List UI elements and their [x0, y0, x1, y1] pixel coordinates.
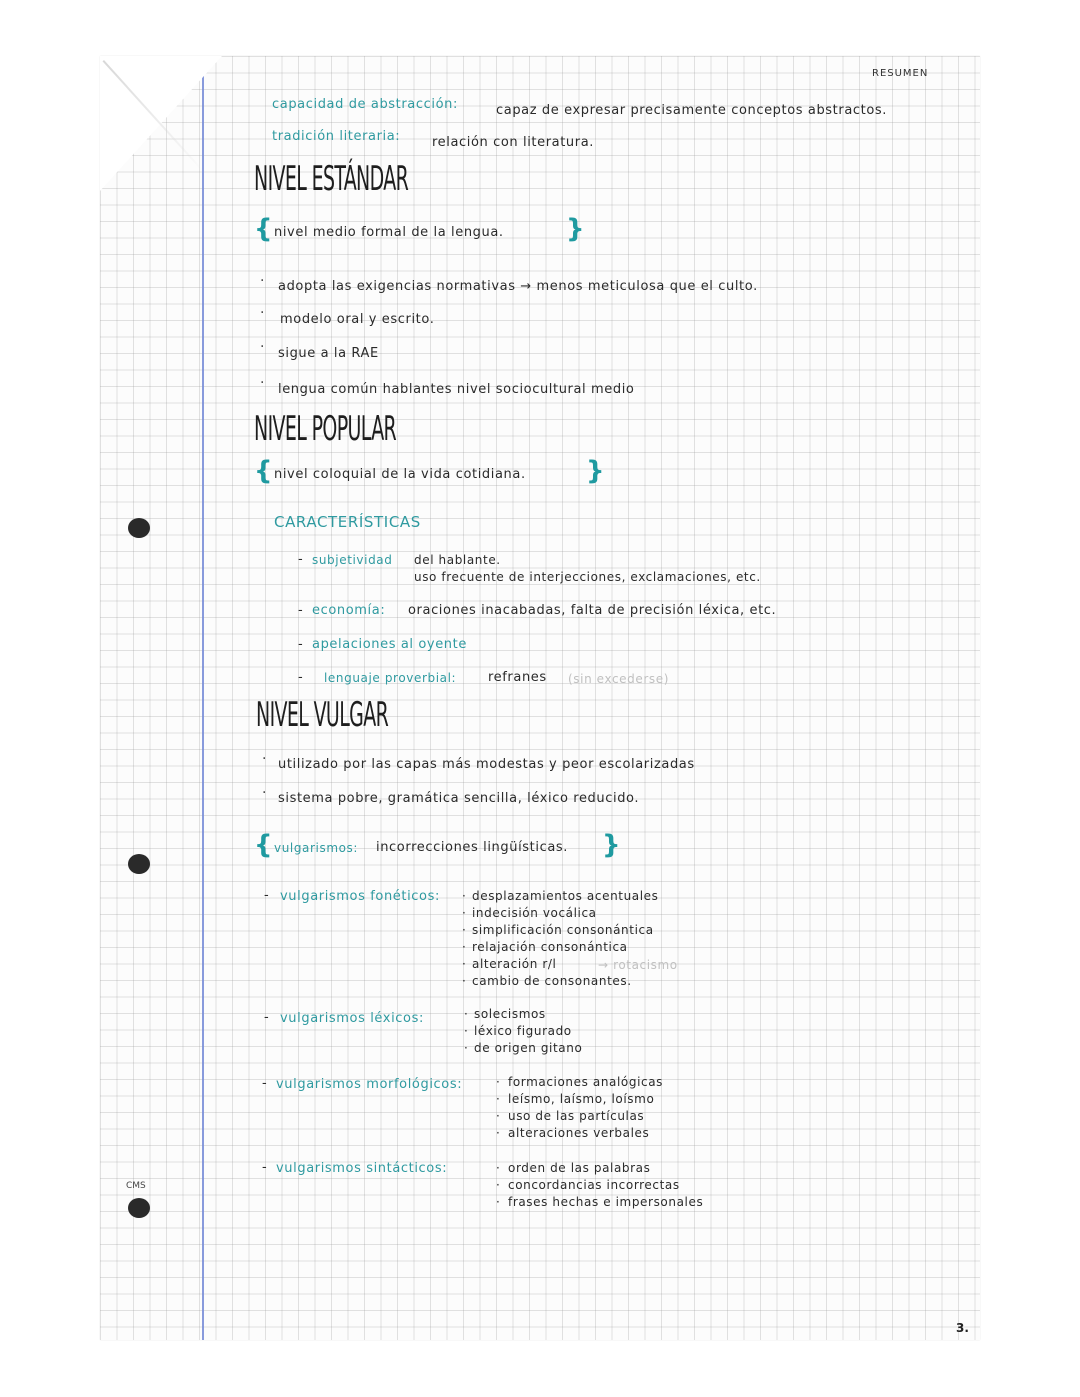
- dash: -: [298, 552, 304, 567]
- estandar-bullet: modelo oral y escrito.: [280, 312, 435, 327]
- popular-item-line: oraciones inacabadas, falta de precisión léxica, etc.: [408, 603, 777, 618]
- bullet: ·: [462, 940, 467, 954]
- dash: -: [262, 1076, 268, 1091]
- bullet: ·: [496, 1178, 501, 1192]
- vulgar-group-term: vulgarismos sintácticos:: [276, 1161, 448, 1176]
- bullet: ·: [462, 923, 467, 937]
- vulgar-group-item: orden de las palabras: [508, 1161, 651, 1175]
- open-brace: {: [254, 214, 273, 244]
- vulgar-definition: incorrecciones lingüísticas.: [376, 840, 568, 855]
- cms-mark: CMS: [126, 1181, 146, 1191]
- bullet: ·: [462, 957, 467, 971]
- vulgar-group-item: frases hechas e impersonales: [508, 1195, 704, 1209]
- punch-hole: [128, 518, 150, 538]
- dash: -: [264, 1010, 270, 1025]
- section-title-popular: NIVEL POPULAR: [254, 409, 397, 449]
- bullet: ·: [462, 906, 467, 920]
- vulgar-group-note: → rotacismo: [598, 958, 678, 972]
- resumen-tag: RESUMEN: [872, 68, 929, 79]
- bullet: ·: [262, 751, 267, 767]
- bullet: ·: [462, 889, 467, 903]
- estandar-definition: nivel medio formal de la lengua.: [274, 225, 504, 240]
- section-title-estandar: NIVEL ESTÁNDAR: [254, 159, 409, 199]
- intro-text: capaz de expresar precisamente conceptos abstractos.: [496, 103, 887, 118]
- vulgar-group-item: alteración r/l: [472, 957, 557, 971]
- bullet: ·: [260, 339, 265, 355]
- dash: -: [298, 670, 304, 685]
- bullet: ·: [496, 1092, 501, 1106]
- popular-item-term: economía:: [312, 603, 386, 618]
- popular-item-note: (sin excederse): [568, 672, 669, 686]
- popular-subtitle: CARACTERÍSTICAS: [274, 513, 421, 531]
- bullet: ·: [464, 1041, 469, 1055]
- vulgar-bullet: sistema pobre, gramática sencilla, léxico reducido.: [278, 791, 640, 806]
- popular-item-line: uso frecuente de interjecciones, exclamaciones, etc.: [414, 570, 761, 584]
- intro-text: relación con literatura.: [432, 135, 595, 150]
- estandar-bullet: lengua común hablantes nivel sociocultural medio: [278, 382, 635, 397]
- bullet: ·: [496, 1075, 501, 1089]
- dash: -: [262, 1160, 268, 1175]
- popular-item-term: apelaciones al oyente: [312, 637, 467, 652]
- open-brace: {: [254, 830, 273, 860]
- close-brace: }: [602, 830, 621, 860]
- vulgar-group-term: vulgarismos morfológicos:: [276, 1077, 463, 1092]
- punch-hole: [128, 854, 150, 874]
- popular-item-term: subjetividad: [312, 553, 393, 567]
- estandar-bullet: sigue a la RAE: [278, 346, 379, 361]
- vulgar-group-item: leísmo, laísmo, loísmo: [508, 1092, 655, 1106]
- margin-line: [202, 56, 204, 1340]
- bullet: ·: [496, 1161, 501, 1175]
- page-number: 3.: [956, 1321, 969, 1335]
- punch-hole: [128, 1198, 150, 1218]
- vulgar-group-term: vulgarismos fonéticos:: [280, 889, 440, 904]
- bullet: ·: [496, 1109, 501, 1123]
- vulgar-group-item: simplificación consonántica: [472, 923, 654, 937]
- dash: -: [298, 637, 304, 652]
- bullet: ·: [496, 1195, 501, 1209]
- vulgar-group-item: formaciones analógicas: [508, 1075, 664, 1089]
- vulgar-group-item: desplazamientos acentuales: [472, 889, 659, 903]
- dash: -: [298, 603, 304, 618]
- vulgar-group-item: alteraciones verbales: [508, 1126, 650, 1140]
- bullet: ·: [464, 1024, 469, 1038]
- vulgar-group-item: cambio de consonantes.: [472, 974, 632, 988]
- popular-item-term: lenguaje proverbial:: [324, 671, 457, 685]
- intro-term: tradición literaria:: [272, 129, 401, 144]
- vulgar-bullet: utilizado por las capas más modestas y peor escolarizadas: [278, 757, 695, 772]
- popular-definition: nivel coloquial de la vida cotidiana.: [274, 467, 526, 482]
- close-brace: }: [566, 214, 585, 244]
- open-brace: {: [254, 456, 273, 486]
- vulgar-group-item: uso de las partículas: [508, 1109, 645, 1123]
- vulgar-group-item: de origen gitano: [474, 1041, 583, 1055]
- vulgar-group-term: vulgarismos léxicos:: [280, 1011, 424, 1026]
- notebook-page: [100, 56, 980, 1340]
- vulgar-group-item: léxico figurado: [474, 1024, 572, 1038]
- vulgar-group-item: concordancias incorrectas: [508, 1178, 680, 1192]
- bullet: ·: [496, 1126, 501, 1140]
- bullet: ·: [260, 305, 265, 321]
- popular-item-line: refranes: [488, 670, 547, 685]
- intro-term: capacidad de abstracción:: [272, 97, 458, 112]
- popular-item-line: del hablante.: [414, 553, 501, 567]
- close-brace: }: [586, 456, 605, 486]
- bullet: ·: [262, 785, 267, 801]
- vulgar-group-item: indecisión vocálica: [472, 906, 597, 920]
- vulgar-definition-term: vulgarismos:: [274, 841, 359, 855]
- bullet: ·: [260, 375, 265, 391]
- section-title-vulgar: NIVEL VULGAR: [256, 695, 389, 735]
- bullet: ·: [260, 273, 265, 289]
- bullet: ·: [462, 974, 467, 988]
- vulgar-group-item: relajación consonántica: [472, 940, 628, 954]
- estandar-bullet: adopta las exigencias normativas → menos meticulosa que el culto.: [278, 279, 758, 294]
- dash: -: [264, 888, 270, 903]
- bullet: ·: [464, 1007, 469, 1021]
- vulgar-group-item: solecismos: [474, 1007, 546, 1021]
